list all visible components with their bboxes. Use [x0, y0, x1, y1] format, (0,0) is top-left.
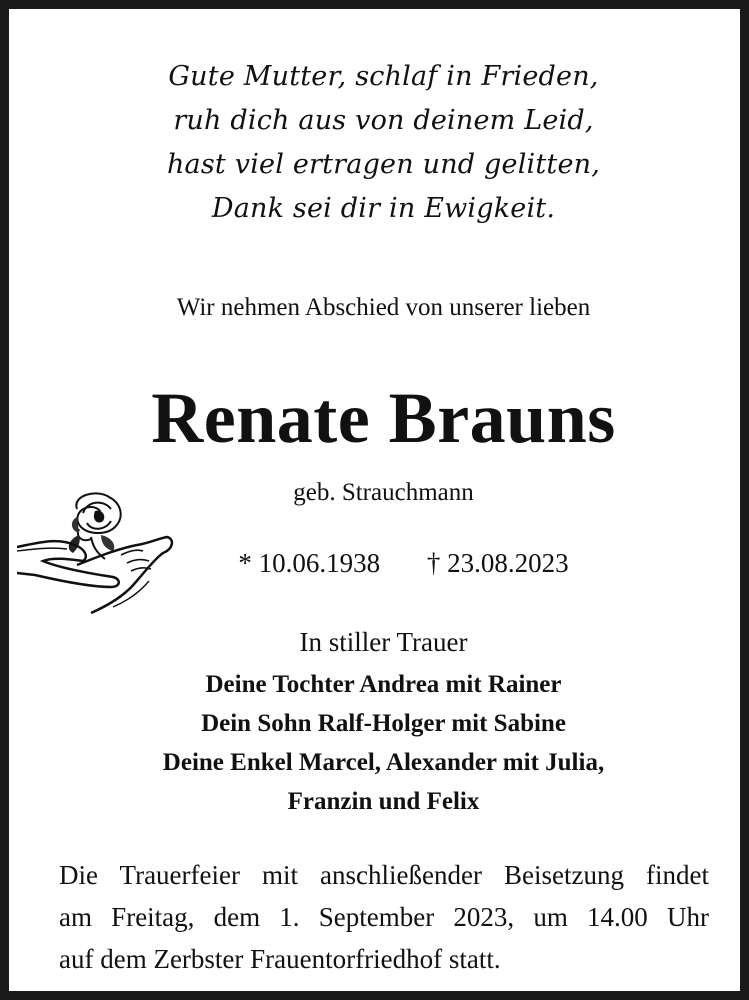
poem: [9, 55, 749, 231]
service-info: [59, 854, 709, 980]
mourners-list: [9, 665, 749, 821]
birth-date: * 10.06.1938: [238, 548, 381, 578]
poem-line: Gute Mutter, schlaf in Frieden,: [168, 61, 599, 92]
mourner-line: Deine Enkel Marcel, Alexander mit Julia,: [162, 749, 605, 776]
deceased-name: Renate Brauns: [151, 378, 616, 458]
intro-text: Wir nehmen Abschied von unserer lieben: [176, 294, 591, 321]
poem-line: ruh dich aus von deinem Leid,: [173, 105, 594, 136]
poem-line: Dank sei dir in Ewigkeit.: [211, 193, 556, 224]
birth-name: geb. Strauchmann: [293, 479, 474, 506]
mourner-line: Franzin und Felix: [287, 788, 480, 815]
service-line: auf dem Zerbster Frauentorfriedhof statt.: [59, 944, 501, 974]
service-line: Die Trauerfeier mit anschließender Beisetzung findet: [59, 860, 709, 890]
death-date: † 23.08.2023: [426, 548, 569, 578]
poem-line: hast viel ertragen und gelitten,: [166, 149, 601, 180]
service-line: am Freitag, dem 1. September 2023, um 14.00 Uhr: [59, 902, 709, 932]
mourner-line: Dein Sohn Ralf-Holger mit Sabine: [201, 710, 566, 737]
mourner-line: Deine Tochter Andrea mit Rainer: [205, 671, 562, 698]
mourning-label: In stiller Trauer: [299, 627, 468, 657]
life-dates: [29, 548, 749, 579]
